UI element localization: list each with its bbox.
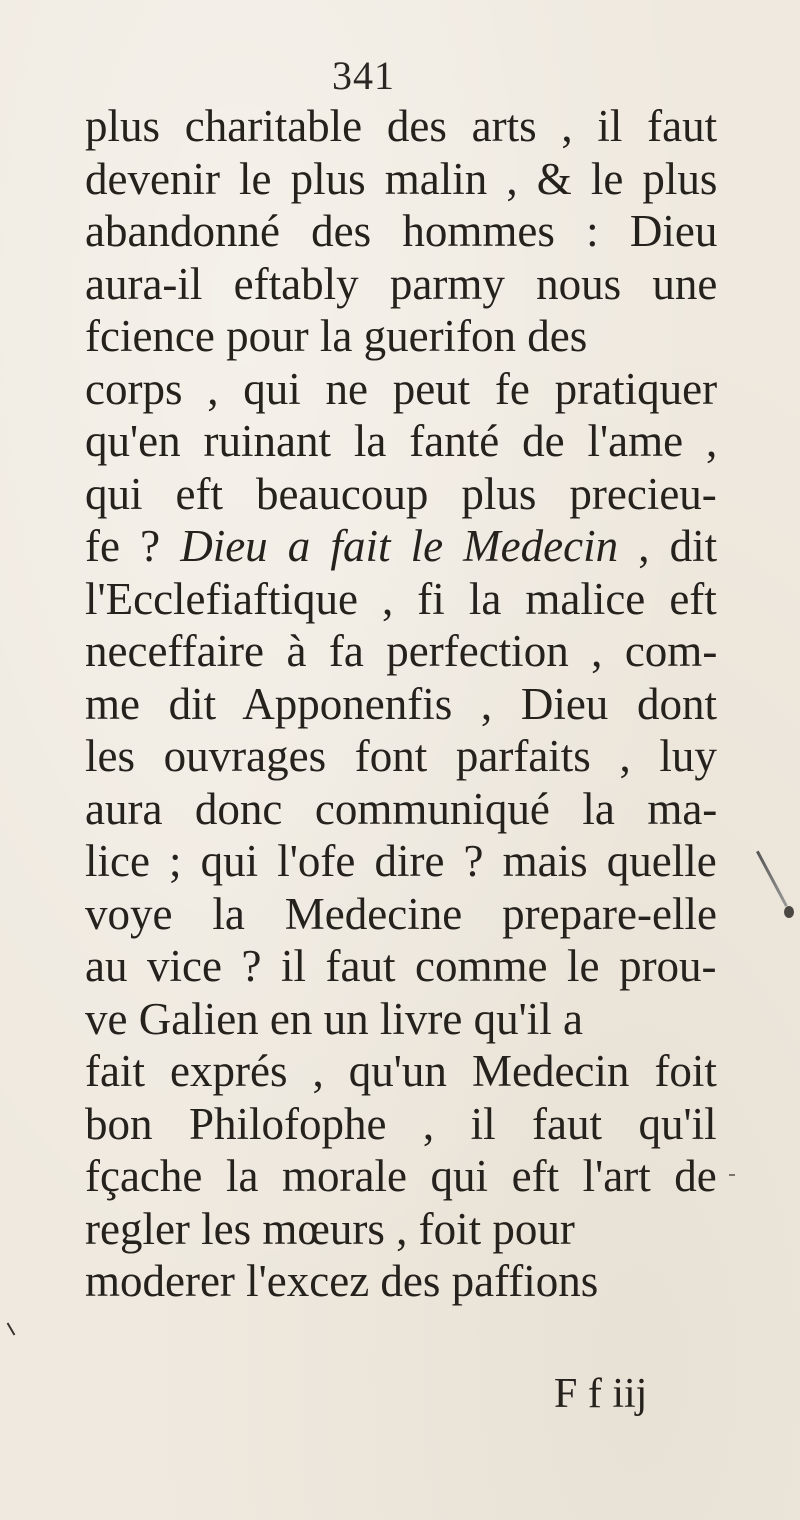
text-segment: fait exprés , qu'un Medecin foit — [85, 1046, 717, 1096]
speck-mark — [729, 1174, 735, 1176]
text-segment: aura donc communiqué la ma- — [85, 783, 718, 834]
ink-blot-mark — [784, 906, 794, 918]
text-segment: moderer l'excez des paffions — [85, 1256, 599, 1306]
text-segment: fcience pour la guerifon des — [85, 311, 588, 361]
text-line — [85, 1094, 717, 1154]
text-line — [85, 936, 717, 996]
text-segment: fe ? — [85, 521, 181, 571]
margin-mark — [7, 1322, 16, 1335]
text-line — [85, 1199, 575, 1259]
page-number: 341 — [332, 53, 395, 98]
text-line — [85, 569, 717, 629]
text-segment: au vice ? il faut comme le prou- — [85, 941, 717, 991]
text-line — [85, 1251, 598, 1311]
text-segment: qui eft beaucoup plus precieu- — [85, 468, 717, 519]
text-segment: fçache la morale qui eft l'art de — [85, 1151, 717, 1201]
text-segment: abandonné des hommes : Dieu — [85, 206, 718, 256]
text-segment: me dit Apponenfis , Dieu dont — [85, 678, 717, 729]
text-line — [85, 254, 717, 314]
text-line — [85, 1041, 717, 1101]
signature-mark: F f iij — [554, 1371, 648, 1417]
text-line — [85, 516, 717, 576]
text-line — [85, 884, 717, 944]
text-line — [85, 989, 583, 1049]
text-segment: , dit — [618, 521, 718, 571]
text-line — [85, 149, 717, 209]
text-segment: qu'en ruinant la fanté de l'ame , — [85, 416, 718, 466]
text-segment: l'Ecclefiaftique , fi la malice eft — [85, 573, 717, 624]
text-line — [85, 411, 717, 471]
text-segment: devenir le plus malin , & le plus — [85, 153, 718, 204]
text-line — [85, 831, 717, 891]
text-line — [85, 306, 587, 366]
text-line — [85, 779, 717, 839]
text-line — [85, 1146, 717, 1206]
text-segment: lice ; qui l'ofe dire ? mais quelle — [85, 836, 717, 886]
text-line — [85, 201, 717, 261]
text-segment: bon Philofophe , il faut qu'il — [85, 1098, 717, 1149]
text-segment: regler les mœurs , foit pour — [85, 1203, 575, 1254]
text-line — [85, 96, 717, 156]
italic-quote: Dieu a fait le Medecin — [180, 521, 619, 571]
text-line — [85, 359, 717, 419]
ink-stroke-mark — [756, 851, 788, 907]
text-line — [85, 621, 717, 681]
text-line — [85, 464, 717, 524]
text-segment: les ouvrages font parfaits , luy — [85, 731, 717, 781]
text-segment: neceffaire à fa perfection , com- — [85, 626, 718, 676]
text-segment: corps , qui ne peut fe pratiquer — [85, 363, 718, 414]
text-segment: voye la Medecine prepare-elle — [85, 888, 717, 939]
text-segment: aura-il eftably parmy nous une — [85, 258, 718, 309]
text-line — [85, 674, 717, 734]
text-segment: plus charitable des arts , il faut — [85, 101, 718, 151]
text-segment: ve Galien en un livre qu'il a — [85, 993, 583, 1044]
text-line — [85, 726, 717, 786]
